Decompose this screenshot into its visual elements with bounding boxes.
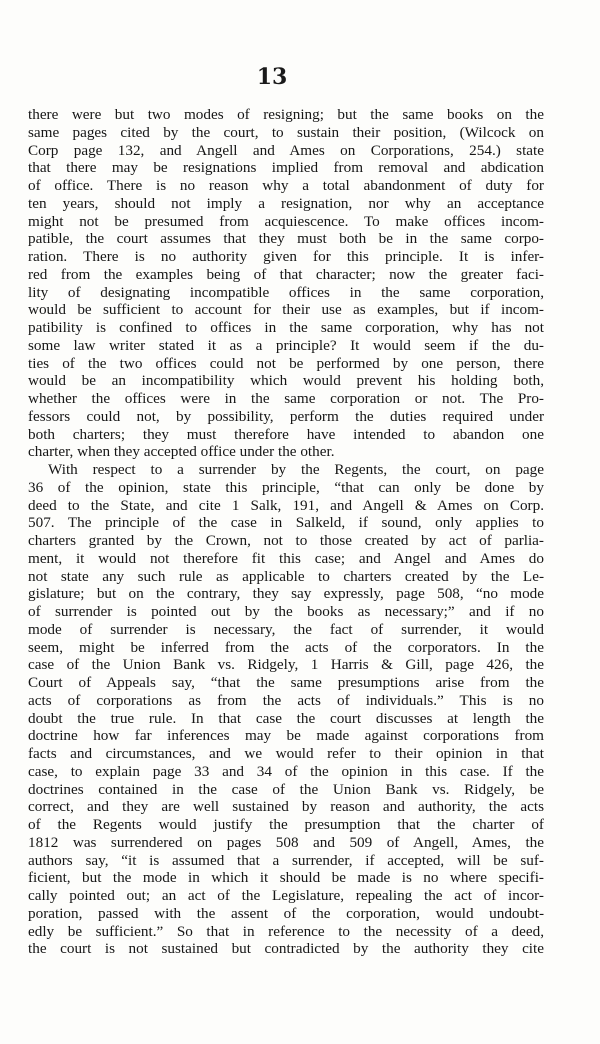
text-line: correct, and they are well sustained by reason and authority, the acts: [28, 798, 544, 816]
text-line: Corp page 132, and Angell and Ames on Corporations, 254.) state: [28, 141, 544, 159]
text-line: red from the examples being of that character; now the greater faci-: [28, 265, 544, 283]
text-line: seem, might be inferred from the acts of the corporators. In the: [28, 638, 544, 656]
text-line: deed to the State, and cite 1 Salk, 191, and Angell & Ames on Corp.: [28, 496, 544, 514]
text-line: fessors could not, by possibility, perform the duties required under: [28, 407, 544, 425]
text-line: lity of designating incompatible offices in the same corporation,: [28, 283, 544, 301]
text-line: of surrender is pointed out by the books as necessary;” and if no: [28, 603, 544, 620]
text-line: not state any such rule as applicable to charters created by the Le-: [28, 567, 544, 585]
text-line: authors say, “it is assumed that a surrender, if accepted, will be suf-: [28, 851, 544, 869]
text-line: acts of corporations as from the acts of individuals.” This is no: [28, 691, 544, 709]
text-line: would be an incompatibility which would prevent his holding both,: [28, 372, 544, 390]
text-line: both charters; they must therefore have intended to abandon one: [28, 425, 544, 443]
text-line: whether the offices were in the same corporation or not. The Pro-: [28, 390, 544, 407]
text-line: ficient, but the mode in which it should be made is no where specifi-: [28, 869, 544, 887]
text-line: might not be presumed from acquiescence. To make offices incom-: [28, 212, 544, 230]
text-line: poration, passed with the assent of the corporation, would undoubt-: [28, 904, 544, 922]
text-line: gislature; but on the contrary, they say expressly, page 508, “no mode: [28, 585, 544, 603]
text-line: of office. There is no reason why a total abandonment of duty for: [28, 177, 544, 194]
text-line: same pages cited by the court, to sustain their position, (Wilcock on: [28, 123, 544, 141]
text-line: Court of Appeals say, “that the same presumptions arise from the: [28, 674, 544, 691]
text-line: some law writer stated it as a principle? It would seem if the du-: [28, 336, 544, 354]
page-number: 13: [256, 64, 288, 90]
text-line: of the Regents would justify the presumption that the charter of: [28, 816, 544, 833]
text-line: facts and circumstances, and we would refer to their opinion in that: [28, 745, 544, 762]
text-line: doctrine how far inferences may be made against corporations from: [28, 727, 544, 745]
text-line: case of the Union Bank vs. Ridgely, 1 Harris & Gill, page 426, the: [28, 656, 544, 674]
text-line: ties of the two offices could not be performed by one person, there: [28, 354, 544, 372]
text-line: ment, it would not therefore fit this case; and Angel and Ames do: [28, 549, 544, 567]
text-line: 1812 was surrendered on pages 508 and 509 of Angell, Ames, the: [28, 833, 544, 851]
text-line: ration. There is no authority given for this principle. It is infer-: [28, 248, 544, 265]
text-line: charters granted by the Crown, not to those created by act of parlia-: [28, 532, 544, 549]
text-line: cally pointed out; an act of the Legislature, repealing the act of incor-: [28, 887, 544, 904]
text-line: 36 of the opinion, state this principle, “that can only be done by: [28, 478, 544, 496]
text-line: would be sufficient to account for their use as examples, but if incom-: [28, 301, 544, 319]
text-line: patible, the court assumes that they must both be in the same corpo-: [28, 230, 544, 248]
text-line: ten years, should not imply a resignation, nor why an acceptance: [28, 194, 544, 212]
text-line: case, to explain page 33 and 34 of the opinion in this case. If the: [28, 762, 544, 780]
text-line: doubt the true rule. In that case the court discusses at length the: [28, 709, 544, 727]
text-line: there were but two modes of resigning; but the same books on the: [28, 106, 544, 123]
text-line: 507. The principle of the case in Salkeld, if sound, only applies to: [28, 514, 544, 532]
text-line: edly be sufficient.” So that in reference to the necessity of a deed,: [28, 922, 544, 940]
text-line: charter, when they accepted office under the other.: [28, 443, 335, 461]
text-line: With respect to a surrender by the Regents, the court, on page: [48, 461, 544, 478]
body-text: [28, 106, 544, 958]
text-line: doctrines contained in the case of the Union Bank vs. Ridgely, be: [28, 780, 544, 798]
text-line: mode of surrender is necessary, the fact of surrender, it would: [28, 620, 544, 638]
text-line: the court is not sustained but contradicted by the authority they cite: [28, 940, 544, 958]
text-line: patibility is confined to offices in the same corporation, why has not: [28, 319, 544, 336]
text-line: that there may be resignations implied from removal and abdication: [28, 159, 544, 177]
